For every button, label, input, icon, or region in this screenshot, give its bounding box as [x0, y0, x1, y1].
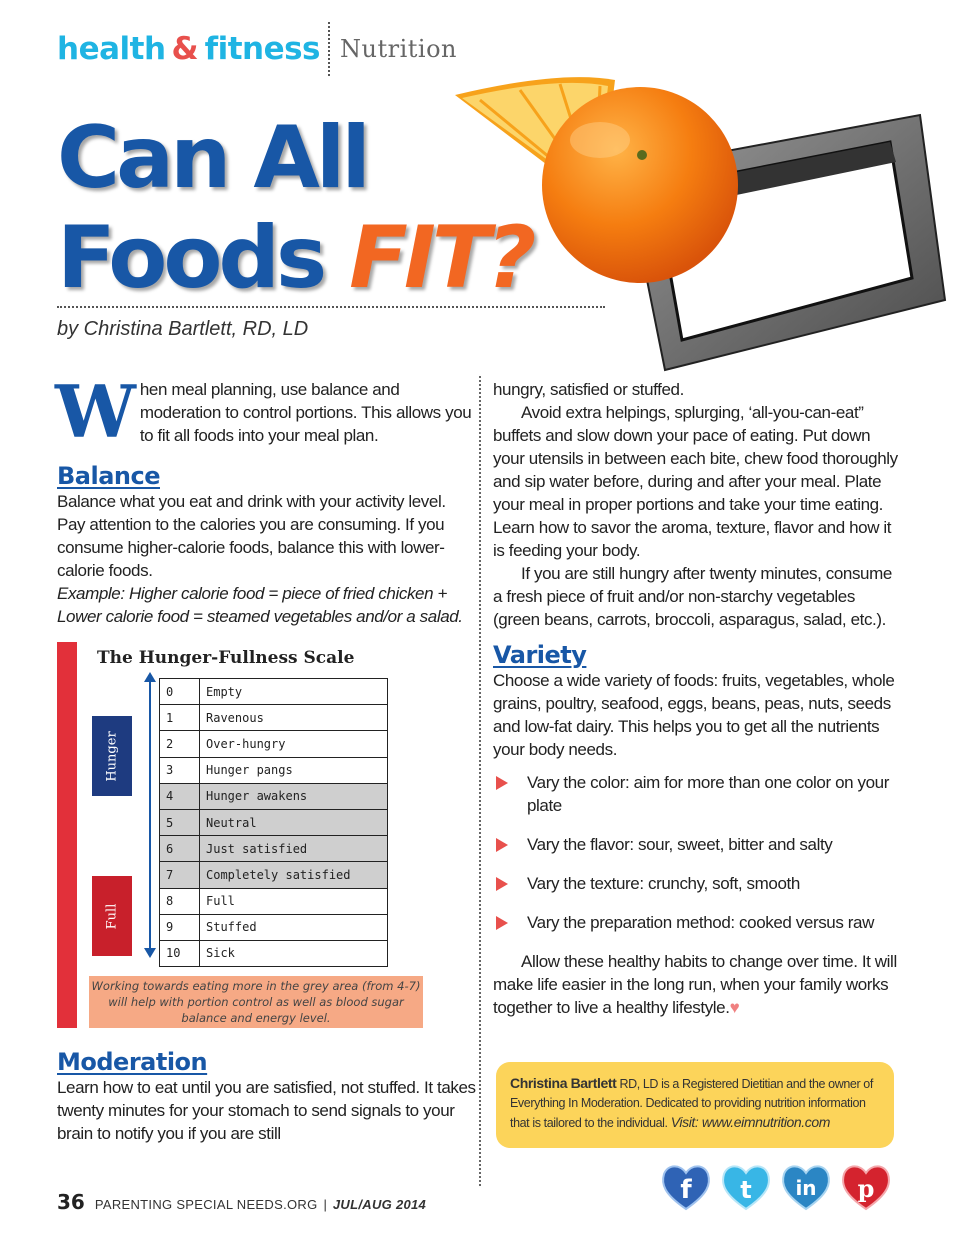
- bullet-text: Vary the color: aim for more than one color on your plate: [527, 773, 889, 815]
- scale-label: Hunger awakens: [200, 783, 388, 809]
- scale-num: 5: [160, 809, 200, 835]
- footer-separator: |: [323, 1197, 327, 1212]
- variety-bullets: [493, 771, 905, 934]
- bullet-text: Vary the preparation method: cooked versus raw: [527, 913, 874, 932]
- scale-label: Full: [200, 888, 388, 914]
- scale-num: 0: [160, 679, 200, 705]
- author-bio-box: [496, 1062, 894, 1148]
- social-icons: [660, 1162, 892, 1212]
- article-title-line1: Can All: [57, 108, 367, 208]
- balance-example: Example: Higher calorie food = piece of fried chicken + Lower calorie food = steamed vegetables and/or a salad.: [57, 584, 463, 626]
- scale-row: [160, 705, 388, 731]
- scale-table: [159, 678, 388, 967]
- hungry-paragraph: If you are still hungry after twenty minutes, consume a fresh piece of fruit and/or non-starchy vegetables (green beans, carrots, broccoli, asparagus, salad, etc.).: [493, 564, 892, 629]
- scale-row: [160, 731, 388, 757]
- header-fitness: fitness: [204, 31, 321, 67]
- scale-row: [160, 757, 388, 783]
- facebook-icon[interactable]: [660, 1162, 712, 1212]
- drop-cap: W: [55, 369, 136, 454]
- scale-num: 10: [160, 940, 200, 966]
- scale-num: 7: [160, 862, 200, 888]
- full-label-box: [92, 876, 132, 956]
- scale-label: Sick: [200, 940, 388, 966]
- intro-text: hen meal planning, use balance and moderation to control portions. This allows you to fit all foods into your meal plan.: [139, 380, 472, 445]
- scale-label: Ravenous: [200, 705, 388, 731]
- bullet-triangle-icon: [496, 877, 508, 891]
- twitter-icon[interactable]: [720, 1162, 772, 1212]
- variety-heading: Variety: [493, 641, 587, 669]
- scale-row: [160, 888, 388, 914]
- moderation-heading: Moderation: [57, 1048, 208, 1076]
- title-foods: Foods: [57, 208, 324, 308]
- scale-title: The Hunger-Fullness Scale: [97, 648, 355, 668]
- bio-website-link[interactable]: Visit: www.eimnutrition.com: [670, 1114, 831, 1130]
- scale-label: Stuffed: [200, 914, 388, 940]
- scale-double-arrow-icon: [149, 680, 151, 950]
- closing-text: Allow these healthy habits to change over time. It will make life easier in the long run, when your family works together to live a healthy lifestyle.: [493, 952, 897, 1017]
- scale-row: [160, 914, 388, 940]
- bio-text: RD, LD is a Registered Dietitian and the owner of Everything In Moderation. Dedicated to providing nutrition information that is tailored to the individual.: [510, 1077, 873, 1130]
- magazine-name: PARENTING SPECIAL NEEDS.ORG: [94, 1197, 318, 1212]
- svg-text:f: f: [680, 1175, 692, 1205]
- header-section-name: Nutrition: [340, 35, 457, 63]
- byline: by Christina Bartlett, RD, LD: [57, 318, 309, 340]
- moderation-section: [57, 1048, 477, 1145]
- linkedin-icon[interactable]: [780, 1162, 832, 1212]
- scale-num: 4: [160, 783, 200, 809]
- page-number: 36: [57, 1190, 85, 1214]
- bullet-triangle-icon: [496, 838, 508, 852]
- scale-label: Neutral: [200, 809, 388, 835]
- scale-label: Just satisfied: [200, 836, 388, 862]
- closing-paragraph: [493, 950, 905, 1019]
- pinterest-icon[interactable]: [840, 1162, 892, 1212]
- bio-author-name: Christina Bartlett: [510, 1075, 617, 1091]
- scale-num: 9: [160, 914, 200, 940]
- full-label: Full: [104, 903, 120, 929]
- section-header: [57, 22, 457, 76]
- scale-accent-bar: [57, 642, 77, 1028]
- variety-text: Choose a wide variety of foods: fruits, vegetables, whole grains, poultry, seafood, eggs, beans, peas, nuts, seeds and low-fat dairy. This helps you to get all the nutrients your body needs.: [493, 671, 895, 759]
- svg-text:p: p: [857, 1174, 875, 1203]
- scale-label: Over-hungry: [200, 731, 388, 757]
- scale-num: 6: [160, 836, 200, 862]
- heart-icon: ♥: [729, 998, 740, 1017]
- right-column: [493, 378, 905, 1019]
- page-footer: [57, 1190, 426, 1214]
- header-ampersand: &: [171, 31, 199, 67]
- scale-row: [160, 679, 388, 705]
- left-column: [55, 369, 472, 628]
- portions-paragraph: Avoid extra helpings, splurging, ‘all-you-can-eat” buffets and slow down your pace of eating. Put down your utensils in between each bite, chew food thoroughly and sip water before, during and after your meal. Plate your meal in proper portions and take your time eating. Learn how to savor the aroma, texture, flavor and how it is feeding your body.: [493, 403, 898, 560]
- scale-row: [160, 862, 388, 888]
- scale-label: Empty: [200, 679, 388, 705]
- header-health: health: [57, 31, 166, 67]
- issue-date: JUL/AUG 2014: [332, 1197, 427, 1212]
- continued-text: hungry, satisfied or stuffed.: [493, 380, 684, 399]
- orange-frame-illustration: [450, 70, 950, 380]
- scale-row: [160, 940, 388, 966]
- scale-label: Hunger pangs: [200, 757, 388, 783]
- list-item: [493, 833, 905, 856]
- list-item: [493, 872, 905, 895]
- bullet-text: Vary the flavor: sour, sweet, bitter and salty: [527, 835, 833, 854]
- list-item: [493, 911, 905, 934]
- hunger-label-box: [92, 716, 132, 796]
- intro-paragraph: [55, 369, 472, 454]
- scale-num: 1: [160, 705, 200, 731]
- scale-num: 2: [160, 731, 200, 757]
- bullet-triangle-icon: [496, 916, 508, 930]
- list-item: [493, 771, 905, 817]
- moderation-text: Learn how to eat until you are satisfied, not stuffed. It takes twenty minutes for your stomach to send signals to your brain to notify you if you are still: [57, 1078, 476, 1143]
- bullet-triangle-icon: [496, 776, 508, 790]
- title-fit: FIT?: [349, 208, 533, 308]
- balance-heading: Balance: [57, 462, 160, 490]
- hunger-label: Hunger: [104, 730, 120, 782]
- hunger-fullness-scale: [57, 642, 429, 1028]
- bullet-text: Vary the texture: crunchy, soft, smooth: [527, 874, 800, 893]
- column-divider: [479, 376, 481, 1186]
- svg-text:t: t: [740, 1176, 752, 1204]
- svg-text:in: in: [795, 1176, 817, 1200]
- scale-row: [160, 836, 388, 862]
- scale-row: [160, 809, 388, 835]
- scale-num: 3: [160, 757, 200, 783]
- header-divider: [328, 22, 330, 76]
- balance-text: Balance what you eat and drink with your activity level. Pay attention to the calories you are consuming. If you consume higher-calorie foods, balance this with lower-calorie foods.: [57, 492, 446, 580]
- scale-row: [160, 783, 388, 809]
- scale-num: 8: [160, 888, 200, 914]
- scale-note: Working towards eating more in the grey area (from 4-7) will help with portion control as well as blood sugar balance and energy level.: [89, 976, 423, 1028]
- scale-label: Completely satisfied: [200, 862, 388, 888]
